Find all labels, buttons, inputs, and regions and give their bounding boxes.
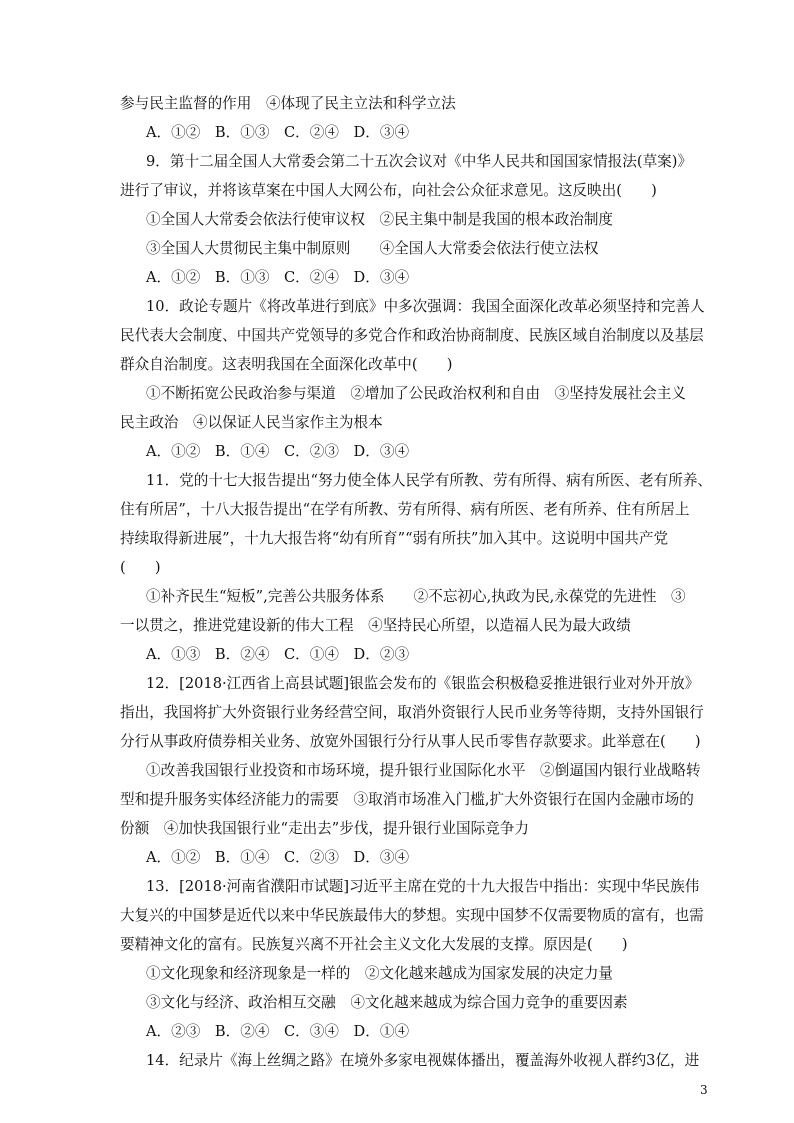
- question-10-line-3: 群众自治制度。这表明我国在全面深化改革中( ): [120, 356, 453, 373]
- question-12-line-3: 分行从事政府债券相关业务、放宽外国银行分行从事人民币零售存款要求。此举意在( ): [120, 733, 701, 750]
- question-13-line-3: 要精神文化的富有。民族复兴离不开社会主义文化大发展的支撑。原因是( ): [120, 936, 628, 953]
- answer-options-9: A．①② B．①③ C．②④ D．③④: [146, 269, 410, 286]
- answer-options-10: A．①② B．①④ C．②③ D．③④: [146, 443, 410, 460]
- question-12-line-1: 12．[2018·江西省上高县试题]银监会发布的《银监会积极稳妥推进银行业对外开放》: [146, 675, 700, 692]
- question-12-statements-1: ①改善我国银行业投资和市场环境，提升银行业国际化水平 ②倒逼国内银行业战略转: [146, 762, 701, 779]
- question-10-line-1: 10．政论专题片《将改革进行到底》中多次强调：我国全面深化改革必须坚持和完善人: [146, 298, 705, 315]
- answer-options-12: A．①② B．①④ C．②③ D．③④: [146, 849, 410, 866]
- question-14-line-1: 14．纪录片《海上丝绸之路》在境外多家电视媒体播出，覆盖海外收视人群约3亿，进: [146, 1052, 700, 1069]
- question-13-statements-2: ③文化与经济、政治相互交融 ④文化越来越成为综合国力竞争的重要因素: [146, 994, 628, 1011]
- question-11-line-3: 持续取得新进展”，十九大报告将“幼有所育”“弱有所扶”加入其中。这说明中国共产党: [120, 530, 669, 547]
- question-11-line-4: ( ): [120, 559, 161, 576]
- text-line-1: 参与民主监督的作用 ④体现了民主立法和科学立法: [120, 95, 456, 112]
- question-9-line-1: 9．第十二届全国人大常委会第二十五次会议对《中华人民共和国国家情报法(草案)》: [146, 153, 693, 170]
- question-12-line-2: 指出，我国将扩大外资银行业务经营空间，取消外资银行人民币业务等待期，支持外国银行: [120, 704, 704, 721]
- question-12-statements-2: 型和提升服务实体经济能力的需要 ③取消市场准入门槛,扩大外资银行在国内金融市场的: [120, 791, 694, 808]
- question-10-statements-1: ①不断拓宽公民政治参与渠道 ②增加了公民政治权利和自由 ③坚持发展社会主义: [146, 385, 686, 402]
- question-13-statements-1: ①文化现象和经济现象是一样的 ②文化越来越成为国家发展的决定力量: [146, 965, 614, 982]
- question-11-line-1: 11．党的十七大报告提出“努力使全体人民学有所教、劳有所得、病有所医、老有所养、: [146, 472, 713, 489]
- question-13-line-2: 大复兴的中国梦是近代以来中华民族最伟大的梦想。实现中国梦不仅需要物质的富有，也需: [120, 907, 704, 924]
- answer-options-13: A．②③ B．②④ C．③④ D．①④: [146, 1023, 410, 1040]
- question-11-statements-2: 一以贯之，推进党建设新的伟大工程 ④坚持民心所望，以造福人民为最大政绩: [120, 617, 631, 634]
- page-number: 3: [700, 1083, 708, 1097]
- question-12-statements-3: 份额 ④加快我国银行业“走出去”步伐，提升银行业国际竞争力: [120, 820, 529, 837]
- question-13-line-1: 13．[2018·河南省濮阳市试题]习近平主席在党的十九大报告中指出：实现中华民族伟: [146, 878, 700, 895]
- question-9-line-2: 进行了审议，并将该草案在中国人大网公布，向社会公众征求意见。这反映出( ): [120, 182, 657, 199]
- question-10-line-2: 民代表大会制度、中国共产党领导的多党合作和政治协商制度、民族区域自治制度以及基层: [120, 327, 704, 344]
- question-11-statements-1: ①补齐民生“短板”,完善公共服务体系 ②不忘初心,执政为民,永葆党的先进性 ③: [146, 588, 686, 605]
- question-11-line-2: 住有所居”，十八大报告提出“在学有所教、劳有所得、病有所医、老有所养、住有所居上: [120, 501, 690, 518]
- question-9-statements-2: ③全国人大贯彻民主集中制原则 ④全国人大常委会依法行使立法权: [146, 240, 599, 257]
- answer-options-8: A．①② B．①③ C．②④ D．③④: [146, 124, 410, 141]
- question-9-statements-1: ①全国人大常委会依法行使审议权 ②民主集中制是我国的根本政治制度: [146, 211, 614, 228]
- question-10-statements-2: 民主政治 ④以保证人民当家作主为根本: [120, 414, 383, 431]
- answer-options-11: A．①③ B．②④ C．①④ D．②③: [146, 646, 410, 663]
